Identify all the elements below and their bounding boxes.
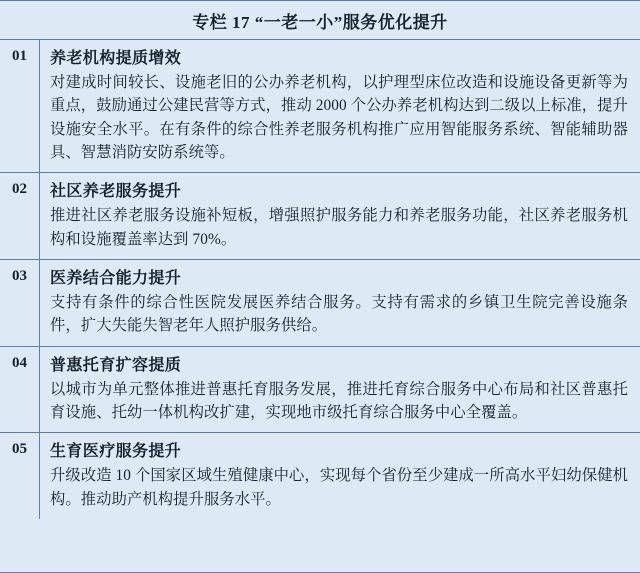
row-title: 医养结合能力提升 (50, 269, 182, 287)
row-number: 04 (0, 347, 40, 433)
table-row (0, 40, 640, 173)
row-content (40, 347, 640, 433)
panel-title: 专栏 17 “一老一小”服务优化提升 (192, 12, 448, 32)
row-content (40, 40, 640, 172)
row-content (40, 260, 640, 346)
row-body: 对建成时间较长、设施老旧的公办养老机构，以护理型床位改造和设施设备更新等为重点，鼓励通过公建民营等方式，推动 2000 个公办养老机构达到二级以上标准，提升设施安全水平。在有条件的综合性养老服务机构推广应用智能服务系统、智能辅助器具、智慧消防安防系统等。 (50, 74, 628, 161)
row-body: 支持有条件的综合性医院发展医养结合服务。支持有需求的乡镇卫生院完善设施条件，扩大失能失智老年人照护服务供给。 (50, 294, 628, 335)
row-number: 02 (0, 173, 40, 259)
row-body: 推进社区养老服务设施补短板，增强照护服务能力和养老服务功能，社区养老服务机构和设施覆盖率达到 70%。 (50, 207, 628, 248)
row-title: 养老机构提质增效 (50, 50, 182, 67)
row-number: 01 (0, 40, 40, 172)
row-content (40, 173, 640, 259)
panel-title-bar (0, 1, 640, 40)
row-number: 03 (0, 260, 40, 346)
row-body: 以城市为单元整体推进普惠托育服务发展，推进托育综合服务中心布局和社区普惠托育设施、托幼一体机构改扩建，实现地市级托育综合服务中心全覆盖。 (50, 380, 628, 421)
panel-rows (0, 40, 640, 572)
table-row (0, 347, 640, 434)
row-body: 升级改造 10 个国家区域生殖健康中心，实现每个省份至少建成一所高水平妇幼保健机构。推动助产机构提升服务水平。 (50, 467, 628, 508)
table-row (0, 433, 640, 519)
row-title: 普惠托育扩容提质 (50, 356, 182, 374)
row-content (40, 433, 640, 519)
table-row (0, 260, 640, 347)
table-row (0, 173, 640, 260)
row-title: 社区养老服务提升 (50, 183, 182, 201)
row-number: 05 (0, 433, 40, 519)
row-title: 生育医疗服务提升 (50, 443, 182, 461)
